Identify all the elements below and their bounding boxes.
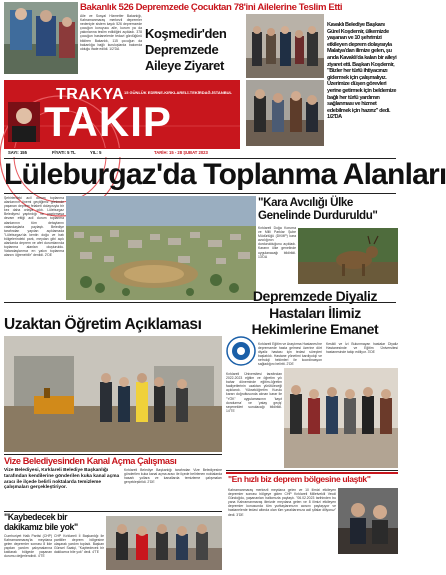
diyaliz-body-2: Kesikli ve İzi Bulunmayan hastalar Diyaliz Hastanesinde ve Eğitim Üniversitesi hastanesinde takip ediliyor. 3'DE: [326, 342, 398, 355]
top-story-photo: [4, 2, 78, 74]
diyaliz-body: Kırklareli Eğitim ve Araştırma Hastanesi'ne depremzede hasta gelmesi üzerine dört diyaliz hastası için tedavi süreçleri başlatıldı. Hastane yönetimi kardiyoloji ve nefroloji hekimleri ile koordinasyon sağladığını belirtti. 2'DE: [258, 342, 322, 367]
kaybedecek-body-2: CHP Kırklareli İl Başkanlığı ile partililer deprem bölgesine ulaşarak yardım topladı. Başkan Günsel Saatçi, "Kaybedecek bir dakikamız bile yok" dedi. 4'TE: [54, 534, 104, 555]
masthead-footer: [4, 148, 240, 157]
top-story-headline: Bakanlık 526 Depremzede Çocuktan 78'ini Ailelerine Teslim Etti: [80, 2, 343, 13]
kaybedecek-body: Cumhuriyet Halk Partisi (CHP) Kahramanmaraş'ta meydana gelen depremler sonrası 8 ilde yapılan yardım çalışmalarına katılarak bölgede yaşanan durumu değerlendirdi. 4'TE: [4, 534, 52, 559]
vize-body: Kırklareli Belediye Başkanlığı tarafından Vize Belediyesine gönderilen kuka kanal açma aracı ile ilçede belirlenen noktalarda hasarlı yollara ve kanallarda temizleme çalışmaları gerçekleştirildi. 2'DE: [124, 468, 222, 485]
gundogdu-photo: [338, 488, 398, 554]
divider: [4, 454, 222, 455]
chp-photo: [106, 516, 222, 570]
issue-year: YIL: 5: [90, 150, 102, 155]
issue-number: SAYI: 155: [8, 150, 27, 155]
university-seal: [226, 336, 256, 366]
wildlife-photo: [298, 228, 398, 284]
kaybedecek-headline: "Kaybedecek bir dakikamız bile yok": [4, 512, 78, 532]
issue-price: FİYATI: 5 TL: [52, 150, 76, 155]
vize-lead: Vize Belediyesi, Kırklareli Belediye Başkanlığı tarafından kendilerine gönderilen kuka kanal açma aracı ile ilçede belirli noktalarda temizleme çalışmaları gerçekleştiriyor.: [4, 468, 120, 491]
lule-story-body: Şehirlerdeki acil durum toplanma alanlarının önemi geçtiğimiz günlerde yaşanan deprem felaketi dolayısıyla bir kez daha ortaya çıktı. Lüleburgaz Belediyesi yaptırdığı ve yaptırmaya devam ettiği acil durum toplanma alanlarının tüm detaylarını vatandaşlarla paylaştı. Belediye tarafından yapılan açıklamada "Lüleburgaz'da kentin doğu ve batı bölgelerindeki park, meydan gibi açık alanlarda deprem ve afet durumlarında toplanma alanları oluşturuldu. Vatandaşlarımız en yakın toplanma alanını öğrenebilir" denildi. 2'DE: [4, 196, 64, 258]
bolge-body: Kahramanmaraş merkezli meydana gelen ve 10 ilimizi etkileyen depremler sonrası bölgeye giden CHP Kırklareli Milletvekili Vecdi Gündoğdu, yaşananları halkımızla paylaştı. "06.02.2023 tarihinden bu yana Kahramanmaraş ilimizde meydana gelen ve 8 ilimizi etkileyen depremler konusunda tüm yurttaşlarımızın acısını paylaşıyor ve hastanelerde tedavi altında olan tüm yaralılarımıza acil şifalar diliyoruz" dedi. 3'DE: [228, 488, 336, 517]
side-column-body: Kavaklı Belediye Başkanı Gürel Koşdemir, ülkemizde yaşanan ve 10 şehrimizi etkileyen deprem dolayısıyla Malatya'dan ilimize gelen, şu anda Kavaklı'da kalan bir aileyi ziyaret etti. Başkan Koşdemir, "Bizler her türlü ihtiyacınızı gidermek için çalışmalıyız. Üzerimize düşen görevleri yerine getirmek için beldemize bağlı her türlü yardımın sağlanması ve hizmet edebilmek için hazırız" dedi. 1/2'DA: [327, 22, 397, 121]
side-column: [327, 22, 398, 147]
toplanma-alani-photo: [66, 196, 256, 300]
masthead: [4, 80, 240, 154]
masthead-tagline: 15 GÜNLÜK EDİRNE-KIRKLARELİ-TEKİRDAĞ-İSTANBUL: [124, 90, 232, 95]
main-headline: Lüleburgaz'da Toplanma Alanları: [4, 158, 446, 191]
vize-headline: Vize Belediyesinden Kanal Açma Çalışması: [4, 456, 177, 466]
top-story-body: Aile ve Sosyal Hizmetler Bakanlığı, Kahramanmaraş merkezli depremler nedeniyle sistem kaydı 526 depremzede çocuğun koruyucu aile, kurum ya da yakınlarına teslim edildiğini açıkladı. 378 çocuğun hastanelerde tedavi gördüğünü bildiren Bakanlık, 115 çocuğun da bakanlığa bağlı kuruluşlarda bakımda olduğu ifade edildi. 1/2'DA: [80, 14, 142, 51]
kavakli-visit-photo: [246, 80, 324, 146]
divider: [226, 470, 398, 471]
diyaliz-photo: [284, 368, 398, 468]
avci-headline: "Kara Avcılığı Ülke Genelinde Durduruldu": [258, 196, 378, 222]
masthead-logo: TAKIP: [44, 98, 172, 145]
issue-date: TARİH: 15 - 28 ŞUBAT 2023: [154, 150, 208, 155]
masthead-name: TRAKYA: [56, 86, 125, 103]
side-headline: Koşmedir'den Depremzede Aileye Ziyaret: [145, 26, 227, 73]
uzaktan-headline: Uzaktan Öğretim Açıklaması: [4, 316, 202, 333]
kanal-calismasi-photo: [4, 336, 222, 452]
diyaliz-headline: Depremzede Diyaliz Hastaları İlimiz Hekimlerine Emanet: [251, 288, 379, 337]
divider: [4, 193, 396, 194]
uzaktan-body: Kırklareli Üniversitesi tarafından 2022-2023 eğitim ve öğretim yılı bahar döneminde eğitim-öğretim faaliyetlerinin uzaktan yürütüleceği açıklandı. Yükseköğretim Kurulu kararı doğrultusunda alınan karar ile "YÖK" uygulamasının 'kayıt dondurma' ve 'yatay geçiş' seçenekleri sunulacağı bildirildi. 14'TE: [226, 372, 282, 413]
bolge-headline-bar: [226, 472, 398, 486]
bolge-headline: "En hızlı biz deprem bölgesine ulaştık": [228, 474, 371, 484]
ziyaret-photo: [246, 14, 324, 78]
masthead-portrait: [8, 102, 40, 142]
avci-body: Kırklareli Doğa Koruma ve Milli Parklar Şube Müdürlüğü (DKMP) kara avcılığının durdurulduğunu açıkladı. Kararın ülke genelinde uygulanacağı bildirildi. 13'DA: [258, 226, 296, 259]
